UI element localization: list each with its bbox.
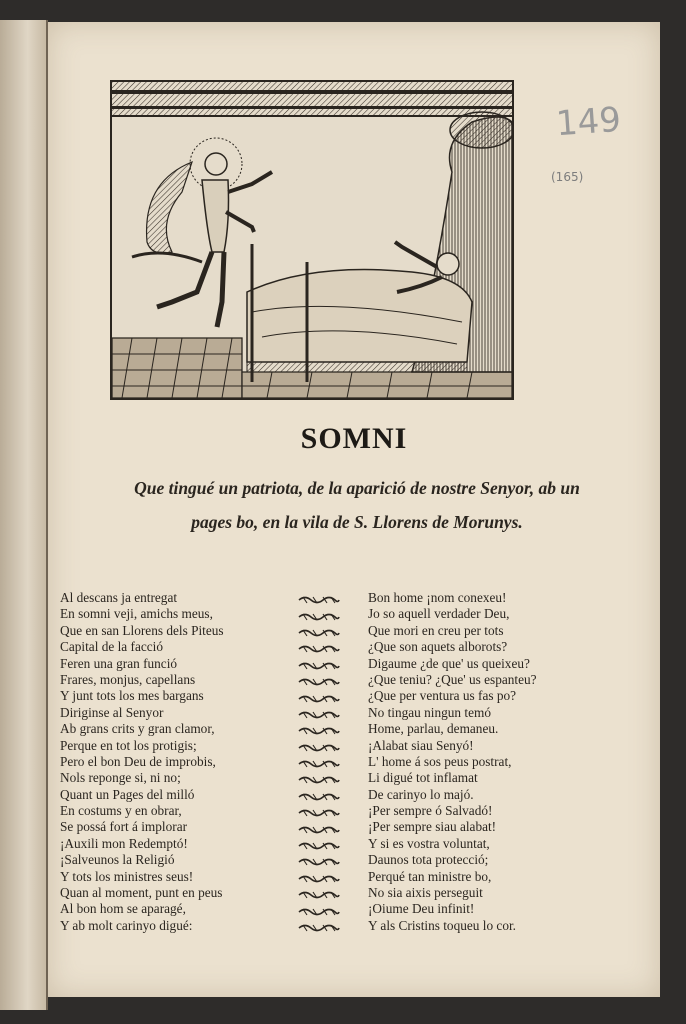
floral-ornament-icon xyxy=(291,740,347,756)
poem-line: Perqué tan ministre bo, xyxy=(368,868,492,884)
poem-line: No tingau ningun temó xyxy=(368,704,491,720)
floral-ornament-icon xyxy=(291,920,347,936)
poem-line: ¿Que per ventura us fas po? xyxy=(368,688,517,704)
poem-line: ¡Per sempre siau alabat! xyxy=(368,819,497,835)
page-title: SOMNI xyxy=(300,422,408,455)
poem-line: Home, parlau, demaneu. xyxy=(368,721,499,737)
poem-line: ¡Per sempre ó Salvadó! xyxy=(368,803,493,819)
poem-line: De carinyo lo majó. xyxy=(368,786,474,802)
floral-ornament-icon xyxy=(291,707,347,723)
floral-ornament-icon xyxy=(291,625,347,641)
poem-line: ¡Oiume Deu infinit! xyxy=(368,901,475,917)
floral-ornament-icon xyxy=(291,838,347,854)
poem-line: Al descans ja entregat xyxy=(60,590,178,605)
poem-line: Perque en tot los protigis; xyxy=(60,737,197,753)
woodcut-illustration xyxy=(110,80,514,400)
floral-ornament-icon xyxy=(291,592,347,608)
poem-line: Y als Cristins toqueu lo cor. xyxy=(368,917,516,933)
adjacent-page-edge xyxy=(0,20,48,1010)
poem-line: Y junt tots los mes bargans xyxy=(60,688,204,704)
floral-ornament-icon xyxy=(291,903,347,919)
poem-line: Y ab molt carinyo digué: xyxy=(60,917,193,933)
floral-ornament-icon xyxy=(291,658,347,674)
poem-line: Bon home ¡nom conexeu! xyxy=(368,590,507,605)
poem-line: ¡Auxili mon Redemptó! xyxy=(60,835,188,851)
poem-line: Quan al moment, punt en peus xyxy=(60,885,223,901)
ornament-column xyxy=(291,592,347,936)
document-page xyxy=(48,22,660,997)
poem-line: En somni veji, amichs meus, xyxy=(60,606,213,622)
poem-line: Al bon hom se aparagé, xyxy=(60,901,186,917)
floral-ornament-icon xyxy=(291,723,347,739)
woodcut-scene-icon xyxy=(112,82,512,398)
poem-line: Quant un Pages del milló xyxy=(60,786,195,802)
poem-line: Pero el bon Deu de improbis, xyxy=(60,753,216,769)
floral-ornament-icon xyxy=(291,641,347,657)
poem-left-column xyxy=(60,590,288,934)
poem-line: Li digué tot inflamat xyxy=(368,770,478,786)
poem-line: Daunos tota protecció; xyxy=(368,852,489,868)
floral-ornament-icon xyxy=(291,805,347,821)
floral-ornament-icon xyxy=(291,789,347,805)
poem-line: Capital de la facció xyxy=(60,639,163,655)
poem-line: ¿Que son aquets alborots? xyxy=(368,639,508,655)
floral-ornament-icon xyxy=(291,887,347,903)
poem-line: Y si es vostra voluntat, xyxy=(368,835,490,851)
floral-ornament-icon xyxy=(291,756,347,772)
folio-number-pencil: 149 xyxy=(554,99,623,145)
poem-line: Que en san Llorens dels Piteus xyxy=(60,622,224,638)
poem-line: Digaume ¿de que' us queixeu? xyxy=(368,655,530,671)
poem-right-column xyxy=(368,590,630,934)
floral-ornament-icon xyxy=(291,871,347,887)
floral-ornament-icon xyxy=(291,821,347,837)
poem-line: Frares, monjus, capellans xyxy=(60,671,196,687)
poem-line: Diriginse al Senyor xyxy=(60,704,164,720)
subtitle-line-1: Que tingué un patriota, de la aparició de nostre Senyor, ab un xyxy=(134,478,580,498)
poem-line: Y tots los ministres seus! xyxy=(60,868,194,884)
poem-line: L' home á sos peus postrat, xyxy=(368,753,512,769)
poem-line: Ab grans crits y gran clamor, xyxy=(60,721,215,737)
poem-line: Jo so aquell verdader Deu, xyxy=(368,606,510,622)
poem-line: En costums y en obrar, xyxy=(60,803,182,819)
floral-ornament-icon xyxy=(291,772,347,788)
poem-line: Feren una gran funció xyxy=(60,655,178,671)
poem-line: Que mori en creu per tots xyxy=(368,622,504,638)
floral-ornament-icon xyxy=(291,690,347,706)
poem-line: ¡Salveunos la Religió xyxy=(60,852,175,868)
poem-line: ¿Que teniu? ¿Que' us espanteu? xyxy=(368,671,537,687)
subtitle-line-2: pages bo, en la vila de S. Llorens de Morunys. xyxy=(191,512,523,532)
floral-ornament-icon xyxy=(291,854,347,870)
floral-ornament-icon xyxy=(291,674,347,690)
floral-ornament-icon xyxy=(291,608,347,624)
poem-line: No sia aixis perseguit xyxy=(368,885,483,901)
poem-line: Nols reponge si, ni no; xyxy=(60,770,181,786)
catalogue-ref-pencil: (165) xyxy=(551,170,584,184)
poem-line: Se possá fort á implorar xyxy=(60,819,188,835)
poem-line: ¡Alabat siau Senyó! xyxy=(368,737,474,753)
